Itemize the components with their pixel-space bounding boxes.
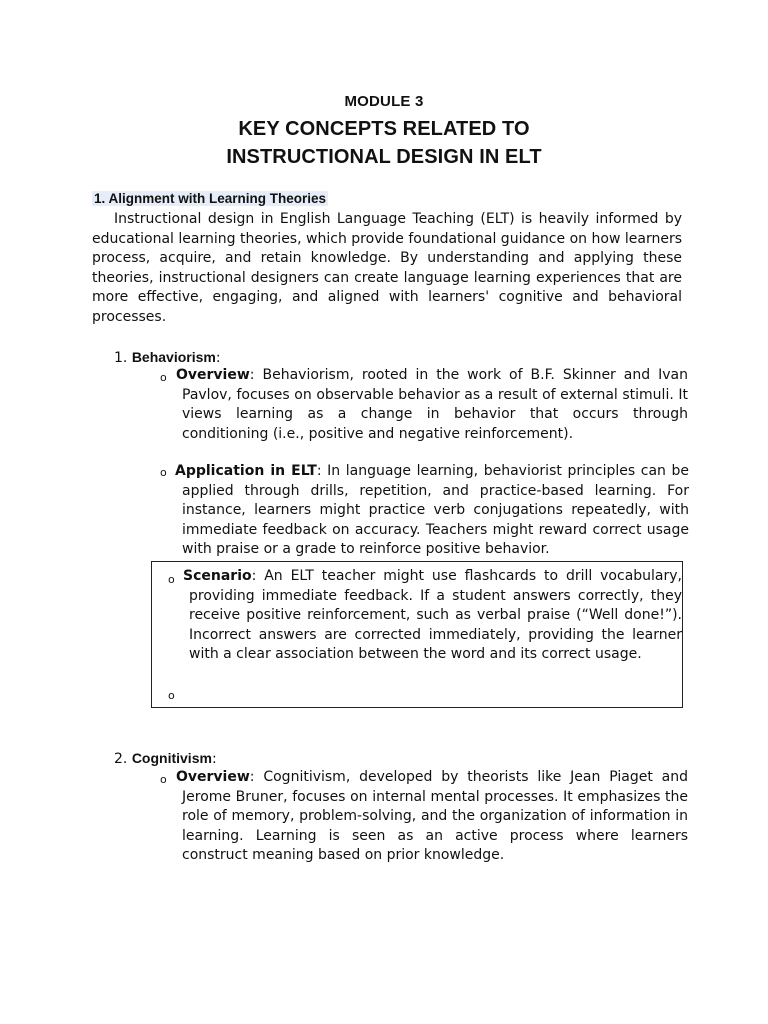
module-label: MODULE 3 [344,93,424,110]
empty-bullet-icon: o [168,689,175,702]
bullet-icon: o [160,371,167,384]
application-text: : In language learning, behaviorist principles can be applied through drills, repetition, and practice-based learning. For instance, learners might practice verb conjugations repeatedly, with immediate feedback on accuracy. Teachers might reward correct usage with praise or a grade to reinforce positive behavior. [182,463,689,557]
cognitivism-heading [114,749,217,770]
overview-text: : Behaviorism, rooted in the work of B.F. Skinner and Ivan Pavlov, focuses on observable behavior as a result of external stimuli. It views learning as a change in behavior that occurs through conditioning (i.e., positive and negative reinforcement). [182,367,688,442]
cognitivism-overview [176,768,688,866]
behaviorism-scenario [183,567,682,665]
cognitivism-name: Cognitivism [131,750,212,766]
scenario-label: Scenario [183,568,252,584]
behaviorism-name: Behaviorism [131,349,216,365]
bullet-icon: o [160,466,167,479]
cognitivism-colon: : [211,751,217,767]
behaviorism-overview [176,366,688,444]
behaviorism-colon: : [215,350,221,366]
intro-paragraph: Instructional design in English Language Teaching (ELT) is heavily informed by educational learning theories, which provide foundational guidance on how learners process, acquire, and retain knowledge. By understanding and applying these theories, instructional designers can create language learning experiences that are more effective, engaging, and aligned with learners' cognitive and behavioral processes. [92,211,682,325]
behaviorism-application [175,462,689,560]
cognitivism-number: 2. [114,751,128,767]
bullet-icon: o [160,773,167,786]
scenario-text: : An ELT teacher might use flashcards to drill vocabulary, providing immediate feedback. If a student answers correctly, they receive positive reinforcement, such as verbal praise (“Well done!”). Incorrect answers are corrected immediately, providing the learner with a clear association between the word and its correct usage. [189,568,682,662]
title-line-1: KEY CONCEPTS RELATED TO [238,118,530,140]
section-heading: 1. Alignment with Learning Theories [94,191,327,206]
behaviorism-number: 1. [114,350,128,366]
cognitivism-overview-label: Overview [176,769,250,785]
title-line-2: INSTRUCTIONAL DESIGN IN ELT [226,146,542,168]
application-label: Application in ELT [175,463,317,479]
cognitivism-overview-text: : Cognitivism, developed by theorists like Jean Piaget and Jerome Bruner, focuses on internal mental processes. It emphasizes the role of memory, problem-solving, and the organization of information in learning. Learning is seen as an active process where learners construct meaning based on prior knowledge. [182,769,688,863]
overview-label: Overview [176,367,250,383]
bullet-icon: o [168,573,175,586]
